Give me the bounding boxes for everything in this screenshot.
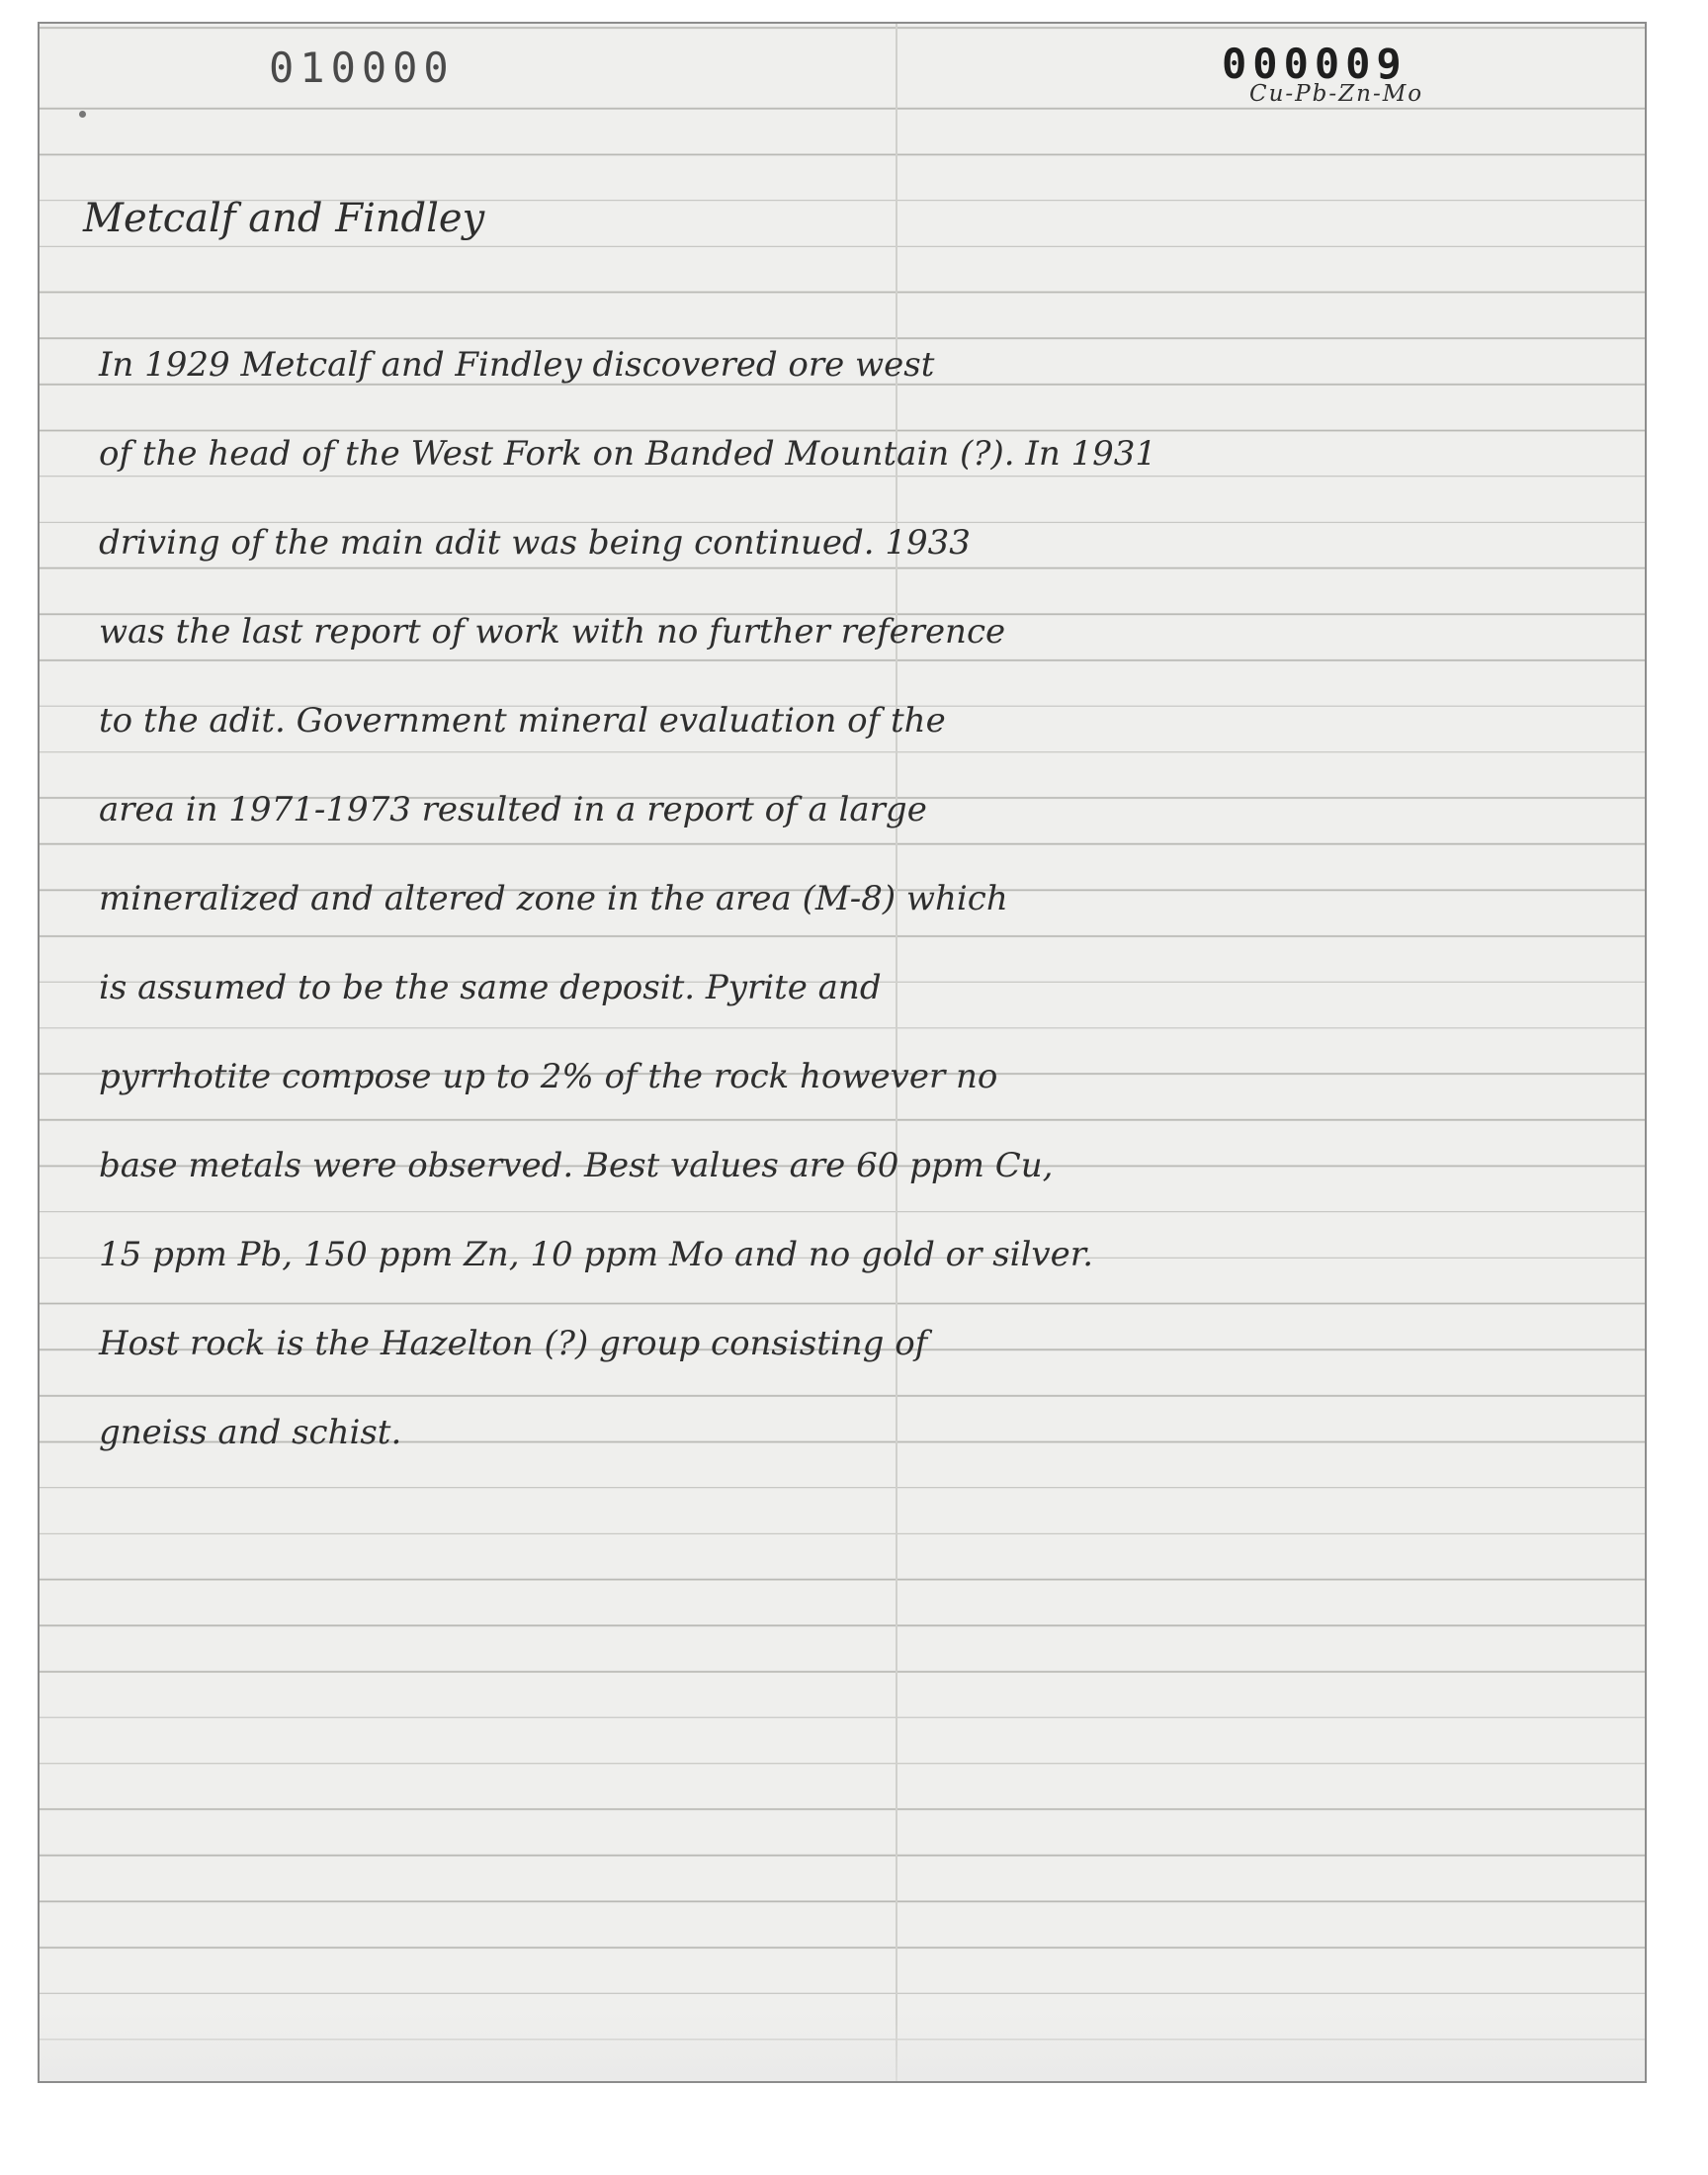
body-line: Host rock is the Hazelton (?) group consisting of bbox=[99, 1324, 928, 1363]
body-line: is assumed to be the same deposit. Pyrite and bbox=[99, 968, 882, 1007]
body-line: to the adit. Government mineral evaluation of the bbox=[99, 701, 946, 740]
body-line: base metals were observed. Best values are 60 ppm Cu, bbox=[99, 1146, 1054, 1185]
document-number-stamp: 010000 bbox=[269, 44, 455, 92]
commodity-codes: Cu-Pb-Zn-Mo bbox=[1249, 81, 1424, 107]
page-number-stamp: 000009 bbox=[1222, 40, 1408, 88]
body-line: was the last report of work with no further reference bbox=[99, 612, 1006, 652]
body-line: gneiss and schist. bbox=[99, 1413, 402, 1452]
body-line: driving of the main adit was being continued. 1933 bbox=[99, 523, 971, 563]
body-line: pyrrhotite compose up to 2% of the rock however no bbox=[99, 1057, 998, 1096]
body-line: of the head of the West Fork on Banded Mountain (?). In 1931 bbox=[99, 434, 1157, 474]
scan-shadow bbox=[40, 2012, 1645, 2081]
ink-dot bbox=[79, 111, 86, 118]
body-line: mineralized and altered zone in the area (M-8) which bbox=[99, 879, 1008, 918]
body-line: 15 ppm Pb, 150 ppm Zn, 10 ppm Mo and no gold or silver. bbox=[99, 1235, 1094, 1274]
handwritten-body bbox=[99, 320, 1463, 1477]
body-line: In 1929 Metcalf and Findley discovered ore west bbox=[99, 345, 935, 385]
body-line: area in 1971-1973 resulted in a report of a large bbox=[99, 790, 927, 829]
page-title: Metcalf and Findley bbox=[83, 196, 485, 241]
